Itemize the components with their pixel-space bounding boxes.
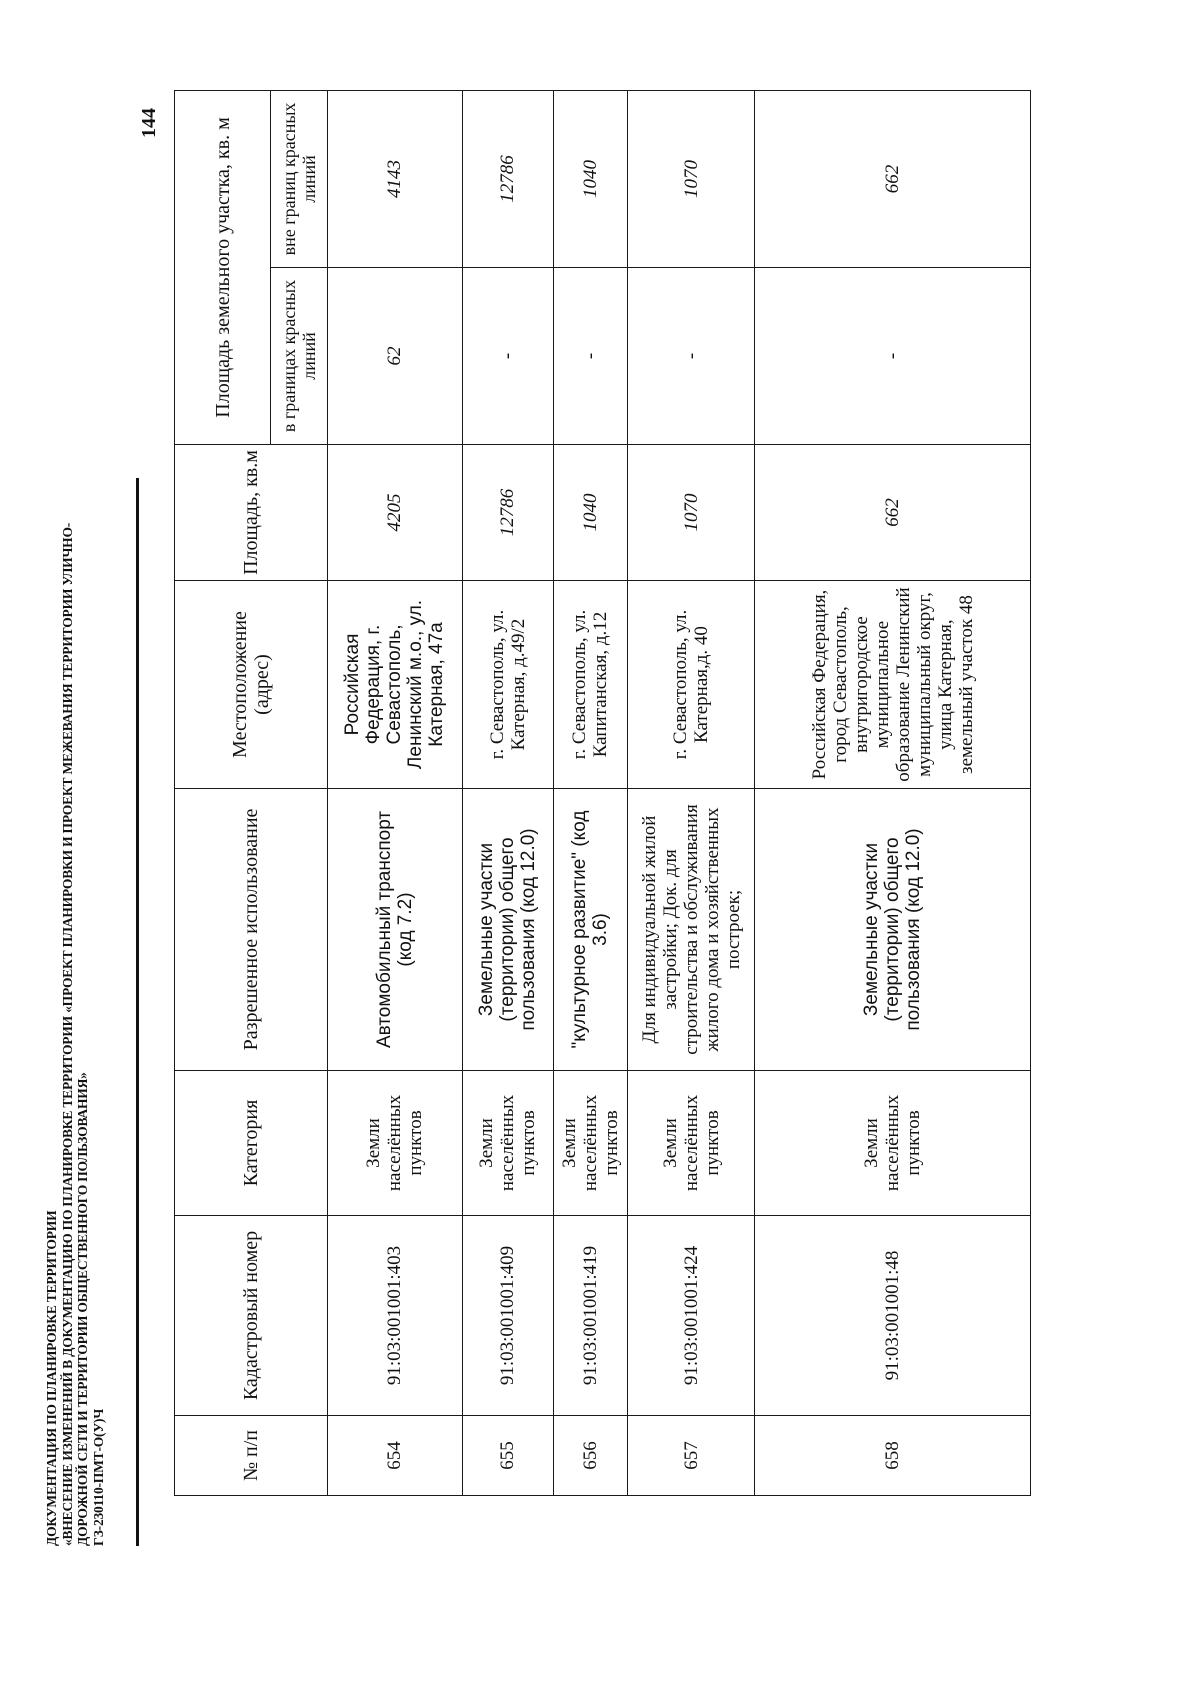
cell-cadastral: 91:03:001001:403 bbox=[328, 1216, 463, 1416]
cell-category: Земли населённых пунктов bbox=[553, 1071, 627, 1216]
header-line-2: «ВНЕСЕНИЕ ИЗМЕНЕНИЙ В ДОКУМЕНТАЦИЮ ПО ПЛАНИРОВКЕ ТЕРРИТОРИИ «ПРОЕКТ ПЛАНИРОВКИ И ПРОЕКТ МЕЖЕВАНИЯ ТЕРРИТОРИИ УЛИЧНО- bbox=[59, 522, 75, 1546]
cell-area: 662 bbox=[755, 445, 1031, 581]
cell-cadastral: 91:03:001001:48 bbox=[755, 1216, 1031, 1416]
cell-num: 654 bbox=[328, 1416, 463, 1496]
cell-category: Земли населённых пунктов bbox=[628, 1071, 755, 1216]
cell-area: 4205 bbox=[328, 445, 463, 581]
cell-inside: - bbox=[462, 268, 553, 445]
cell-category: Земли населённых пунктов bbox=[328, 1071, 463, 1216]
cell-outside: 4143 bbox=[328, 90, 463, 267]
land-plots-table bbox=[174, 90, 1031, 1496]
col-header-cadastral: Кадастровый номер bbox=[175, 1216, 328, 1416]
cell-inside: - bbox=[628, 268, 755, 445]
header-line-3: ДОРОЖНОЙ СЕТИ И ТЕРРИТОРИИ ОБЩЕСТВЕННОГО ПОЛЬЗОВАНИЯ» bbox=[75, 1072, 90, 1546]
cell-num: 658 bbox=[755, 1416, 1031, 1496]
table-header-row bbox=[175, 90, 271, 1495]
cell-outside: 662 bbox=[755, 90, 1031, 267]
col-header-category: Категория bbox=[175, 1071, 328, 1216]
cell-outside: 12786 bbox=[462, 90, 553, 267]
cell-usage: Земельные участки (территории) общего пользования (код 12.0) bbox=[755, 789, 1031, 1071]
document-header bbox=[44, 496, 106, 1546]
cell-num: 655 bbox=[462, 1416, 553, 1496]
cell-num: 657 bbox=[628, 1416, 755, 1496]
cell-outside: 1040 bbox=[553, 90, 627, 267]
cell-category: Земли населённых пунктов bbox=[462, 1071, 553, 1216]
cell-location: Российская Федерация, г. Севастополь, Ленинский м.о., ул. Катерная, 47а bbox=[328, 581, 463, 789]
cell-location: г. Севастополь, ул. Капитанская, д.12 bbox=[553, 581, 627, 789]
table-row bbox=[755, 90, 1031, 1495]
cell-usage: "культурное развитие" (код 3.6) bbox=[553, 789, 627, 1071]
cell-area: 1070 bbox=[628, 445, 755, 581]
cell-cadastral: 91:03:001001:424 bbox=[628, 1216, 755, 1416]
header-line-4: ГЗ-230110-ПМТ-О(У)Ч bbox=[90, 1408, 106, 1546]
table-row bbox=[462, 90, 553, 1495]
cell-location: г. Севастополь, ул. Катерная,д. 40 bbox=[628, 581, 755, 789]
cell-location: Российская Федерация, город Севастополь, внутригородское муниципальное образование Ленинский муниципальный округ, улица Катерная, земельный участок 48 bbox=[755, 581, 1031, 789]
col-header-area: Площадь, кв.м bbox=[175, 445, 328, 581]
cell-cadastral: 91:03:001001:419 bbox=[553, 1216, 627, 1416]
cell-category: Земли населённых пунктов bbox=[755, 1071, 1031, 1216]
cell-inside: - bbox=[755, 268, 1031, 445]
cell-inside: 62 bbox=[328, 268, 463, 445]
cell-usage: Автомобильный транспорт (код 7.2) bbox=[328, 789, 463, 1071]
cell-location: г. Севастополь, ул. Катерная, д.49/2 bbox=[462, 581, 553, 789]
cell-area: 12786 bbox=[462, 445, 553, 581]
table-row bbox=[628, 90, 755, 1495]
cell-num: 656 bbox=[553, 1416, 627, 1496]
table-row bbox=[553, 90, 627, 1495]
cell-usage: Для индивидуальной жилой застройки; Док. для строительства и обслуживания жилого дома и хозяйственных построек; bbox=[628, 789, 755, 1071]
cell-cadastral: 91:03:001001:409 bbox=[462, 1216, 553, 1416]
page-number: 144 bbox=[138, 108, 160, 138]
header-divider bbox=[136, 478, 139, 1546]
col-header-usage: Разрешенное использование bbox=[175, 789, 328, 1071]
cell-area: 1040 bbox=[553, 445, 627, 581]
col-header-outside: вне границ красных линий bbox=[271, 90, 328, 267]
table-row bbox=[328, 90, 463, 1495]
col-header-location: Местоположение (адрес) bbox=[175, 581, 328, 789]
col-header-inside: в границах красных линий bbox=[271, 268, 328, 445]
col-header-num: № п/п bbox=[175, 1416, 328, 1496]
cell-inside: - bbox=[553, 268, 627, 445]
col-header-area-group: Площадь земельного участка, кв. м bbox=[175, 90, 271, 444]
cell-usage: Земельные участки (территории) общего пользования (код 12.0) bbox=[462, 789, 553, 1071]
header-line-1: ДОКУМЕНТАЦИЯ ПО ПЛАНИРОВКЕ ТЕРРИТОРИИ bbox=[44, 1210, 59, 1546]
cell-outside: 1070 bbox=[628, 90, 755, 267]
